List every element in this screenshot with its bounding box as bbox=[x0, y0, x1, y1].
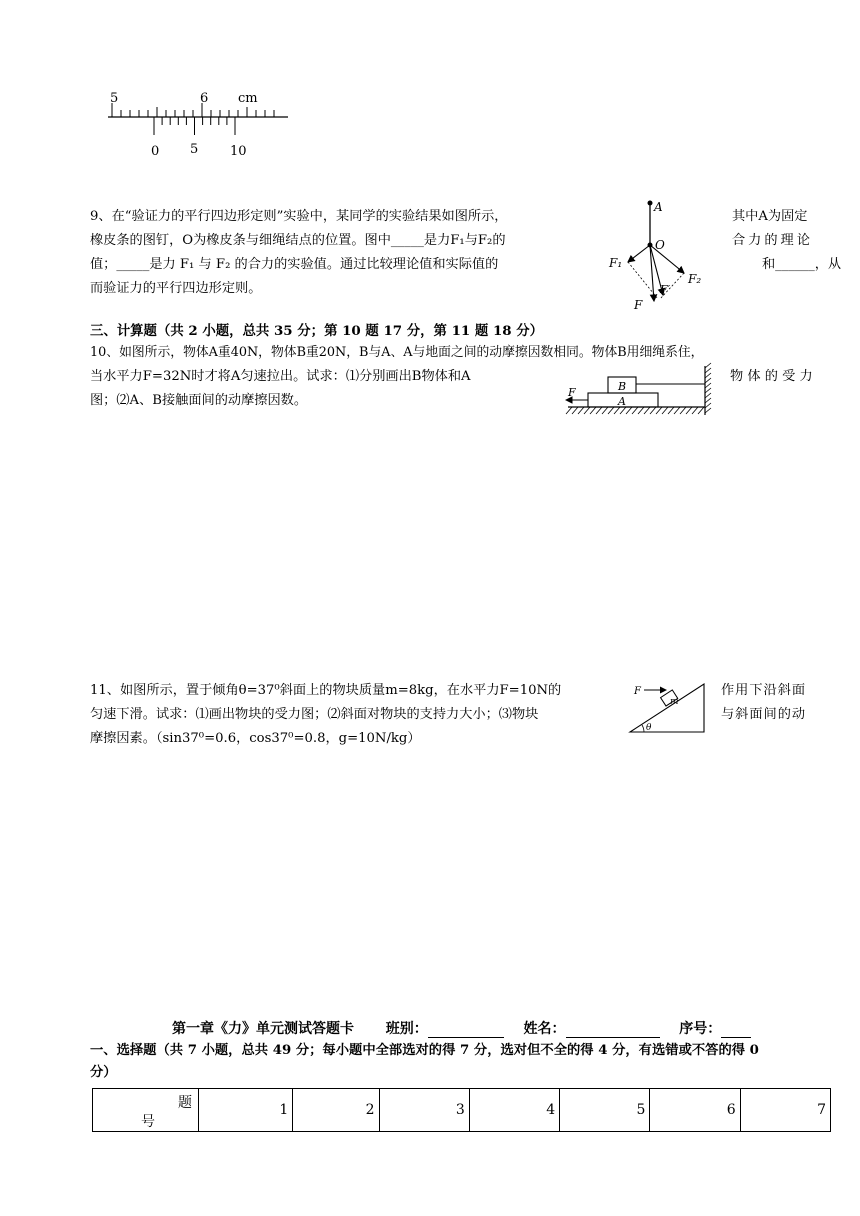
vernier-label-10: 10 bbox=[230, 144, 247, 159]
label-m: m bbox=[670, 697, 679, 707]
table-cell-5: 5 bbox=[560, 1089, 650, 1132]
label-F2: F₂ bbox=[688, 272, 702, 286]
ground-hatch-line bbox=[668, 407, 674, 414]
ground-hatch-line bbox=[590, 407, 596, 414]
q9-line1: 9、在“验证力的平行四边形定则”实验中，某同学的实验结果如图所示， bbox=[90, 209, 508, 224]
table-header-cell bbox=[93, 1089, 199, 1132]
incline-figure bbox=[628, 680, 713, 740]
answer-table bbox=[92, 1088, 831, 1132]
label-F-blocks: F bbox=[568, 386, 576, 399]
q10-line3: 图；⑵A、B接触面间的动摩擦因数。 bbox=[90, 393, 308, 408]
ruler-label-5: 5 bbox=[110, 91, 119, 106]
section3-heading: 三、计算题（共 2 小题，总共 35 分；第 10 题 17 分，第 11 题 18 分） bbox=[90, 323, 544, 339]
ground-hatch-line bbox=[638, 407, 644, 414]
ground-hatch-line bbox=[632, 407, 638, 414]
name-field[interactable] bbox=[566, 1023, 660, 1038]
ground-hatch-line bbox=[566, 407, 572, 414]
label-A: A bbox=[654, 200, 663, 214]
table-row bbox=[93, 1089, 831, 1132]
ground-hatch-line bbox=[692, 407, 698, 414]
q9-line2-right: 合力的理论 bbox=[732, 233, 813, 248]
table-cell-2: 2 bbox=[293, 1089, 379, 1132]
ground-hatch-line bbox=[602, 407, 608, 414]
label-theta: θ bbox=[646, 723, 652, 733]
q9-line3: 值；_____是力 F₁ 与 F₂ 的合力的实验值。通过比较理论值和实际值的 bbox=[90, 257, 499, 272]
wall-hatch-line bbox=[705, 378, 711, 383]
table-cell-4: 4 bbox=[469, 1089, 559, 1132]
table-header-top: 题 bbox=[178, 1095, 193, 1111]
label-F-incline: F bbox=[634, 686, 641, 697]
q9-line1-right: 其中A为固定 bbox=[732, 209, 808, 224]
label-A-block: A bbox=[618, 395, 626, 408]
ground-hatch-line bbox=[596, 407, 602, 414]
class-field[interactable] bbox=[428, 1023, 504, 1038]
q11-line3: 摩擦因素。（sin37⁰=0.6，cos37⁰=0.8，g=10N/kg） bbox=[90, 731, 421, 746]
ground-hatch-line bbox=[650, 407, 656, 414]
answer-sheet-header bbox=[172, 1018, 751, 1038]
seat-field[interactable] bbox=[721, 1023, 751, 1038]
ground-hatch-line bbox=[608, 407, 614, 414]
q9-line3-right: 和______，从 bbox=[762, 257, 842, 272]
vernier-label-5: 5 bbox=[190, 142, 199, 157]
label-F1: F₁ bbox=[609, 256, 623, 270]
q11-line1-right: 作用下沿斜面 bbox=[721, 683, 807, 698]
force-parallelogram-figure bbox=[600, 195, 710, 315]
ground-hatch-line bbox=[674, 407, 680, 414]
wall-hatch-line bbox=[705, 398, 711, 403]
class-label: 班别： bbox=[385, 1021, 428, 1037]
ground-hatch-line bbox=[626, 407, 632, 414]
label-O: O bbox=[655, 238, 665, 252]
ground-hatch-line bbox=[680, 407, 686, 414]
ruler-unit: cm bbox=[238, 91, 258, 106]
wall-hatch-line bbox=[705, 388, 711, 393]
incline-svg bbox=[628, 680, 713, 740]
table-cell-7: 7 bbox=[740, 1089, 830, 1132]
wall-hatch-line bbox=[705, 373, 711, 378]
name-label: 姓名： bbox=[523, 1021, 566, 1037]
table-cell-3: 3 bbox=[379, 1089, 469, 1132]
vernier-caliper-figure bbox=[100, 85, 300, 160]
q10-line2: 当水平力F=32N时才将A匀速拉出。试求：⑴分别画出B物体和A bbox=[90, 369, 471, 384]
q9-line4: 而验证力的平行四边形定则。 bbox=[90, 281, 262, 296]
vernier-svg bbox=[100, 85, 300, 160]
wall-hatch-line bbox=[705, 393, 711, 398]
answer-sheet-title: 第一章《力》单元测试答题卡 bbox=[172, 1021, 354, 1037]
q10-line1: 10、如图所示，物体A重40N，物体B重20N，B与A、A与地面之间的动摩擦因数相同。物体B用细绳系住， bbox=[90, 345, 704, 360]
wall-hatch-line bbox=[705, 408, 711, 413]
label-F: F bbox=[634, 298, 643, 312]
q10-line2-right: 物 体 的 受 力 bbox=[730, 369, 813, 384]
seat-label: 序号： bbox=[679, 1021, 722, 1037]
wall-hatch-line bbox=[705, 363, 711, 368]
table-header-bottom: 号 bbox=[141, 1114, 155, 1130]
wall-hatch-line bbox=[705, 383, 711, 388]
ground-hatch-line bbox=[644, 407, 650, 414]
blocks-svg bbox=[560, 362, 720, 424]
label-Fprime: F′ bbox=[660, 283, 671, 296]
ground-hatch-line bbox=[656, 407, 662, 414]
q9-line2: 橡皮条的图钉，O为橡皮条与细绳结点的位置。图中_____是力F₁与F₂的 bbox=[90, 233, 506, 248]
ground-hatch-line bbox=[614, 407, 620, 414]
ground-hatch-line bbox=[578, 407, 584, 414]
ground-hatch-line bbox=[662, 407, 668, 414]
ground-hatch-line bbox=[620, 407, 626, 414]
q11-line2: 匀速下滑。试求：⑴画出物块的受力图；⑵斜面对物块的支持力大小；⑶物块 bbox=[90, 707, 539, 722]
ground-hatch-line bbox=[698, 407, 704, 414]
table-cell-6: 6 bbox=[650, 1089, 740, 1132]
section1-line1: 一、选择题（共 7 小题，总共 49 分；每小题中全部选对的得 7 分，选对但不全的得 4 分，有选错或不答的得 0 bbox=[90, 1043, 759, 1058]
label-B: B bbox=[618, 380, 627, 393]
wall-hatch-line bbox=[705, 368, 711, 373]
ground-hatch-line bbox=[572, 407, 578, 414]
section1-line2: 分） bbox=[90, 1065, 117, 1080]
wall-hatch-line bbox=[705, 403, 711, 408]
ground-hatch-line bbox=[686, 407, 692, 414]
ground-hatch-line bbox=[584, 407, 590, 414]
ruler-label-6: 6 bbox=[200, 91, 209, 106]
force-diagram-svg bbox=[600, 195, 710, 315]
vernier-label-0: 0 bbox=[151, 144, 160, 159]
q11-line1: 11、如图所示，置于倾角θ=37⁰斜面上的物块质量m=8kg，在水平力F=10N的 bbox=[90, 683, 562, 698]
q11-line2-right: 与斜面间的动 bbox=[721, 707, 807, 722]
table-cell-1: 1 bbox=[199, 1089, 293, 1132]
blocks-figure bbox=[560, 362, 720, 424]
